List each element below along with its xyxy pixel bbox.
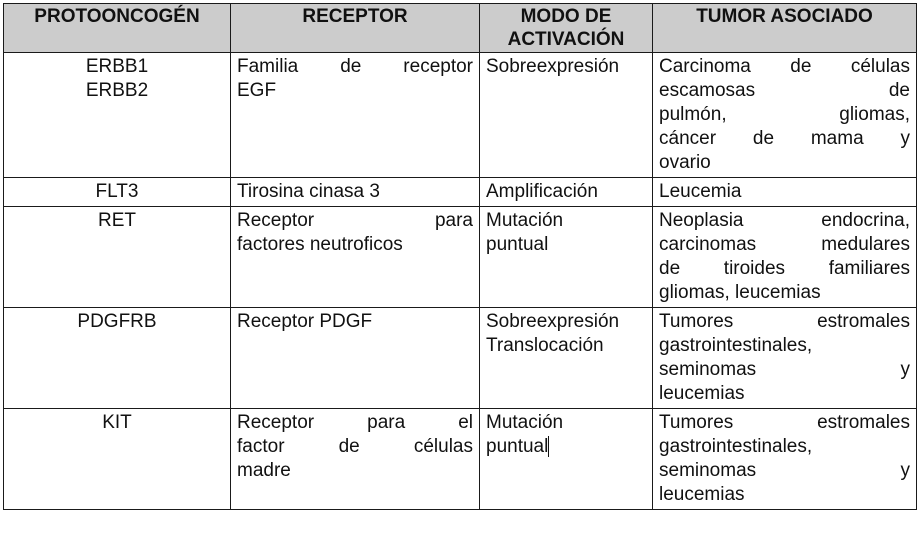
- cell-line: FLT3: [95, 181, 139, 202]
- header-modo-activacion: [480, 4, 653, 53]
- cell-line: RET: [98, 210, 136, 231]
- cell-tumor: [653, 207, 917, 308]
- cell-line: Mutación: [486, 412, 564, 433]
- table-row: [4, 178, 917, 207]
- cell-tumor: [653, 53, 917, 178]
- cell-line: Receptor para el: [237, 412, 473, 433]
- cell-line: Sobreexpresión: [486, 311, 620, 332]
- cell-receptor: [231, 207, 480, 308]
- cell-line: de tiroides familiares: [659, 258, 910, 279]
- header-row: [4, 4, 917, 53]
- cell-line: Amplificación: [486, 181, 598, 202]
- table-row: [4, 53, 917, 178]
- header-modo-line-1: MODO DE: [520, 6, 612, 27]
- cell-line: Sobreexpresión: [486, 56, 620, 77]
- cell-line: ERBB2: [85, 80, 149, 101]
- cell-line: PDGFRB: [77, 311, 157, 332]
- cell-line: [486, 435, 646, 459]
- cell-line: factores neutroficos: [237, 234, 403, 255]
- cell-receptor: [231, 178, 480, 207]
- cell-line: cáncer de mama y: [659, 128, 910, 149]
- cell-line: carcinomas medulares: [659, 234, 910, 255]
- table-row: [4, 409, 917, 510]
- header-modo-line-2: ACTIVACIÓN: [507, 29, 625, 50]
- cell-protooncogen: [4, 207, 231, 308]
- cell-line: pulmón, gliomas,: [659, 104, 910, 125]
- cell-protooncogen: [4, 53, 231, 178]
- header-tumor-asociado: TUMOR ASOCIADO: [653, 4, 917, 53]
- cell-line: ovario: [659, 152, 711, 173]
- text-cursor: puntual: [486, 436, 549, 457]
- cell-modo: [480, 207, 653, 308]
- cell-line: Receptor PDGF: [237, 311, 373, 332]
- cell-line: Translocación: [486, 335, 604, 356]
- cell-modo: [480, 178, 653, 207]
- cell-line: Neoplasia endocrina,: [659, 210, 910, 231]
- cell-line: EGF: [237, 80, 277, 101]
- cell-line: leucemias: [659, 484, 745, 505]
- cell-line: Mutación: [486, 210, 564, 231]
- cell-line: escamosas de: [659, 80, 910, 101]
- cell-line: factor de células: [237, 436, 473, 457]
- cell-modo: [480, 53, 653, 178]
- cell-modo: [480, 308, 653, 409]
- cell-line: Leucemia: [659, 181, 742, 202]
- cell-line: seminomas y: [659, 359, 910, 380]
- cell-line: Tumores estromales: [659, 311, 910, 332]
- cell-receptor: [231, 53, 480, 178]
- cell-line: gastrointestinales,: [659, 335, 813, 356]
- cell-protooncogen: [4, 178, 231, 207]
- cell-line: Familia de receptor: [237, 56, 473, 77]
- cell-line: puntual: [486, 234, 549, 255]
- cell-line: seminomas y: [659, 460, 910, 481]
- table-row: [4, 308, 917, 409]
- header-protooncogen: PROTOONCOGÉN: [4, 4, 231, 53]
- cell-receptor: [231, 308, 480, 409]
- cell-tumor: [653, 409, 917, 510]
- cell-line: Tumores estromales: [659, 412, 910, 433]
- protooncogene-table: [3, 3, 917, 510]
- header-receptor: RECEPTOR: [231, 4, 480, 53]
- cell-line: Receptor para: [237, 210, 473, 231]
- table-row: [4, 207, 917, 308]
- cell-line: gastrointestinales,: [659, 436, 813, 457]
- cell-line: madre: [237, 460, 291, 481]
- cell-protooncogen: [4, 308, 231, 409]
- cell-line: KIT: [102, 412, 132, 433]
- cell-line: Tirosina cinasa 3: [237, 181, 380, 202]
- cell-protooncogen: [4, 409, 231, 510]
- cell-line: leucemias: [659, 383, 745, 404]
- cell-tumor: [653, 308, 917, 409]
- cell-tumor: [653, 178, 917, 207]
- cell-line: gliomas, leucemias: [659, 282, 821, 303]
- cell-line: Carcinoma de células: [659, 56, 910, 77]
- cell-modo: [480, 409, 653, 510]
- cell-line: ERBB1: [85, 56, 149, 77]
- cell-receptor: [231, 409, 480, 510]
